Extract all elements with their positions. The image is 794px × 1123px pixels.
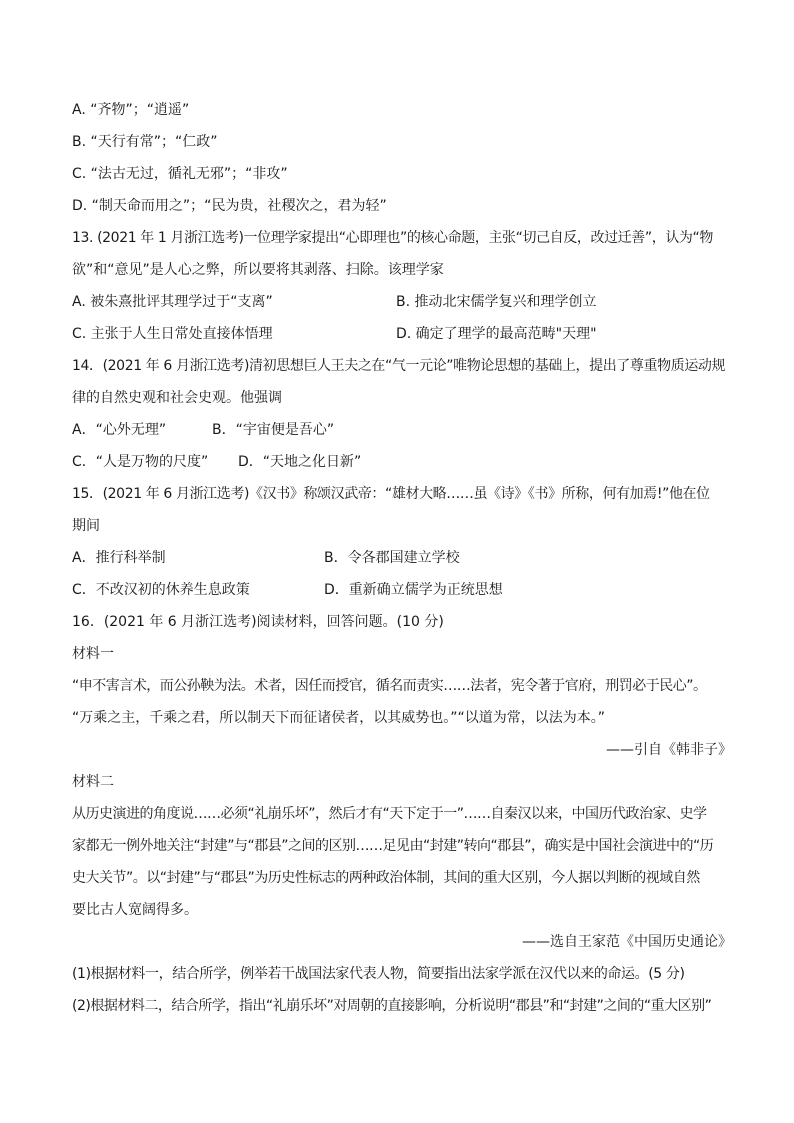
q13-stem-line2: 欲”和“意见”是人心之弊，所以要将其剥落、扫除。该理学家 bbox=[72, 262, 444, 278]
q15-options-row1 bbox=[72, 548, 732, 568]
q16-material1-line1: “申不害言术，而公孙鞅为法。术者，因任而授官，循名而责实……法者，宪令著于官府，刑罚必于民心”。 bbox=[72, 678, 707, 694]
q16-question1: (1)根据材料一，结合所学，例举若干战国法家代表人物，简要指出法家学派在汉代以来的命运。(5 分) bbox=[72, 966, 685, 982]
q14-option-c: C．“人是万物的尺度” bbox=[72, 454, 209, 470]
q14-stem-line1: 14．(2021 年 6 月浙江选考)清初思想巨人王夫之在“气一元论”唯物论思想的基础上，提出了尊重物质运动规 bbox=[72, 358, 726, 374]
q14-stem-line2: 律的自然史观和社会史观。他强调 bbox=[72, 390, 282, 406]
q13-option-d: D. 确定了理学的最高范畴"天理" bbox=[396, 326, 597, 342]
q13-options-row1 bbox=[72, 292, 732, 312]
q13-option-b: B. 推动北宋儒学复兴和理学创立 bbox=[396, 294, 597, 310]
q14-options-row2 bbox=[72, 452, 732, 472]
q16-material1-title: 材料一 bbox=[72, 646, 114, 662]
q16-material2-line3: 史大关节”。以“封建”与“郡县”为历史性标志的两种政治体制，其间的重大区别，今人据以判断的视域自然 bbox=[72, 870, 700, 886]
q15-stem-line1: 15．(2021 年 6 月浙江选考)《汉书》称颂汉武帝：“雄材大略……虽《诗》《书》所称，何有加焉!”他在位 bbox=[72, 486, 710, 502]
q16-material2-line2: 家都无一例外地关注“封建”与“郡县”之间的区别……足见由“封建”转向“郡县”，确实是中国社会演进中的“历 bbox=[72, 838, 714, 854]
q16-question2: (2)根据材料二，结合所学，指出“礼崩乐坏”对周朝的直接影响，分析说明“郡县”和“封建”之间的“重大区别” bbox=[72, 998, 712, 1014]
q13-option-c: C. 主张于人生日常处直接体悟理 bbox=[72, 326, 273, 342]
q12-option-c: C. “法古无过，循礼无邪”；“非攻” bbox=[72, 166, 288, 182]
q14-option-b: B．“宇宙便是吾心” bbox=[212, 422, 335, 438]
q15-option-a: A．推行科举制 bbox=[72, 550, 166, 566]
q13-stem-line1: 13. (2021 年 1 月浙江选考)一位理学家提出“心即理也”的核心命题，主张“切己自反，改过迁善”，认为“物 bbox=[72, 230, 713, 246]
q15-stem-line2: 期间 bbox=[72, 518, 100, 534]
q14-option-a: A．“心外无理” bbox=[72, 422, 167, 438]
q12-option-b: B. “天行有常”；“仁政” bbox=[72, 134, 218, 150]
q16-material1-source: ——引自《韩非子》 bbox=[606, 742, 732, 758]
q15-option-d: D．重新确立儒学为正统思想 bbox=[324, 582, 503, 598]
q16-material2-title: 材料二 bbox=[72, 774, 114, 790]
q14-option-d: D．“天地之化日新” bbox=[238, 454, 362, 470]
q16-material1-line2: “万乘之主，千乘之君，所以制天下而征诸侯者，以其威势也。”“以道为常，以法为本。” bbox=[72, 710, 606, 726]
q13-options-row2 bbox=[72, 324, 732, 344]
q16-material2-line4: 要比古人宽阔得多。 bbox=[72, 902, 198, 918]
q14-options-row1 bbox=[72, 420, 732, 440]
q16-material2-source: ——选自王家范《中国历史通论》 bbox=[522, 934, 732, 950]
q13-option-a: A. 被朱熹批评其理学过于“支离” bbox=[72, 294, 273, 310]
q15-option-b: B．令各郡国建立学校 bbox=[324, 550, 460, 566]
q12-option-d: D. “制天命而用之”；“民为贵，社稷次之，君为轻” bbox=[72, 198, 387, 214]
q16-stem: 16．(2021 年 6 月浙江选考)阅读材料，回答问题。(10 分) bbox=[72, 614, 444, 630]
q16-material2-line1: 从历史演进的角度说……必须“礼崩乐坏”，然后才有“天下定于一”……自秦汉以来，中国历代政治家、史学 bbox=[72, 806, 707, 822]
q15-options-row2 bbox=[72, 580, 732, 600]
q15-option-c: C．不改汉初的休养生息政策 bbox=[72, 582, 250, 598]
q12-option-a: A. “齐物”；“逍遥” bbox=[72, 102, 190, 118]
